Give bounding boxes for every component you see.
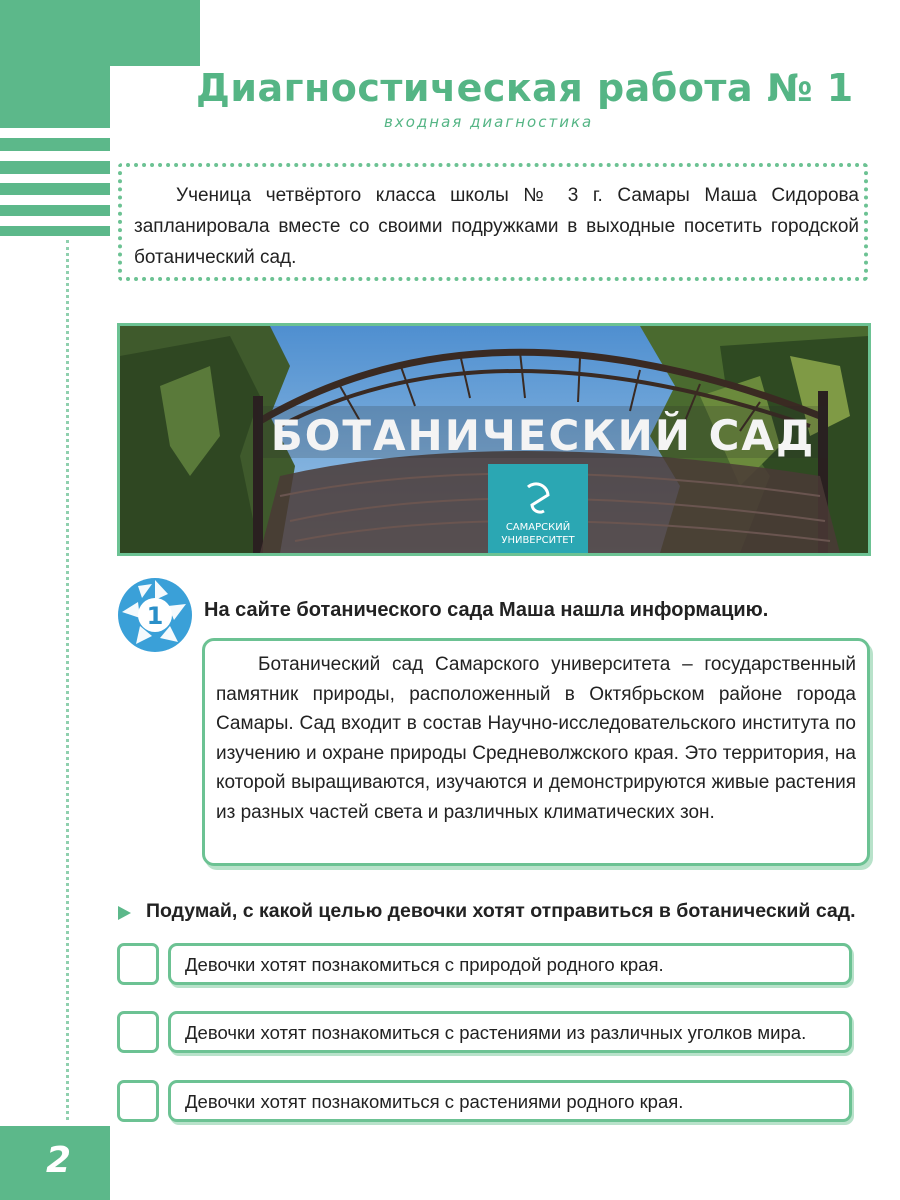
decor-stripe (0, 226, 110, 236)
question-text: Подумай, с какой целью девочки хотят отправиться в ботанический сад. (146, 900, 856, 922)
logo-text-line1: САМАРСКИЙ (505, 522, 571, 533)
info-text (216, 650, 856, 827)
page-number: 2 (46, 1140, 72, 1181)
decor-stripe (0, 183, 110, 195)
intro-text (134, 180, 859, 273)
logo-text-line2: УНИВЕРСИТЕТ (501, 535, 575, 546)
answer-option-2 (168, 1011, 852, 1053)
answer-option-1 (168, 943, 852, 985)
answer-option-text: Девочки хотят познакомиться с природой родного края. (185, 954, 664, 975)
botanical-garden-photo (117, 323, 871, 556)
decor-stripe (0, 161, 110, 174)
intro-text-content: Ученица четвёртого класса школы № 3 г. Самары Маша Сидорова запланировала вместе со своими подружками в выходные посетить городской ботанический сад. (134, 185, 859, 268)
corner-decoration (0, 0, 200, 66)
answer-option-text: Девочки хотят познакомиться с растениями из различных уголков мира. (185, 1022, 807, 1043)
task-number-icon (116, 576, 194, 654)
answer-option-3 (168, 1080, 852, 1122)
answer-option-text: Девочки хотят познакомиться с растениями родного края. (185, 1091, 684, 1112)
corner-decoration-lower (0, 66, 110, 128)
margin-dotted-line (66, 240, 69, 1120)
decor-stripe (0, 205, 110, 216)
sign-text: БОТАНИЧЕСКИЙ САД (270, 411, 816, 460)
answer-checkbox-3[interactable] (117, 1080, 159, 1122)
info-text-content: Ботанический сад Самарского университета – государственный памятник природы, расположенный в Октябрьском районе города Самары. Сад входит в состав Научно-исследовательского института по изучению и охране природы Средневолжского края. Это территория, на которой выращиваются, изучаются и демонстрируются живые растения из разных частей света и различных климатических зон. (216, 654, 856, 823)
page-subtitle: входная диагностика (384, 113, 594, 131)
task-label: На сайте ботанического сада Маша нашла информацию. (204, 599, 769, 621)
decor-stripe (0, 138, 110, 151)
answer-checkbox-1[interactable] (117, 943, 159, 985)
task-number: 1 (146, 602, 164, 630)
answer-checkbox-2[interactable] (117, 1011, 159, 1053)
page-title: Диагностическая работа № 1 (196, 66, 854, 110)
arrow-right-icon (118, 906, 131, 920)
